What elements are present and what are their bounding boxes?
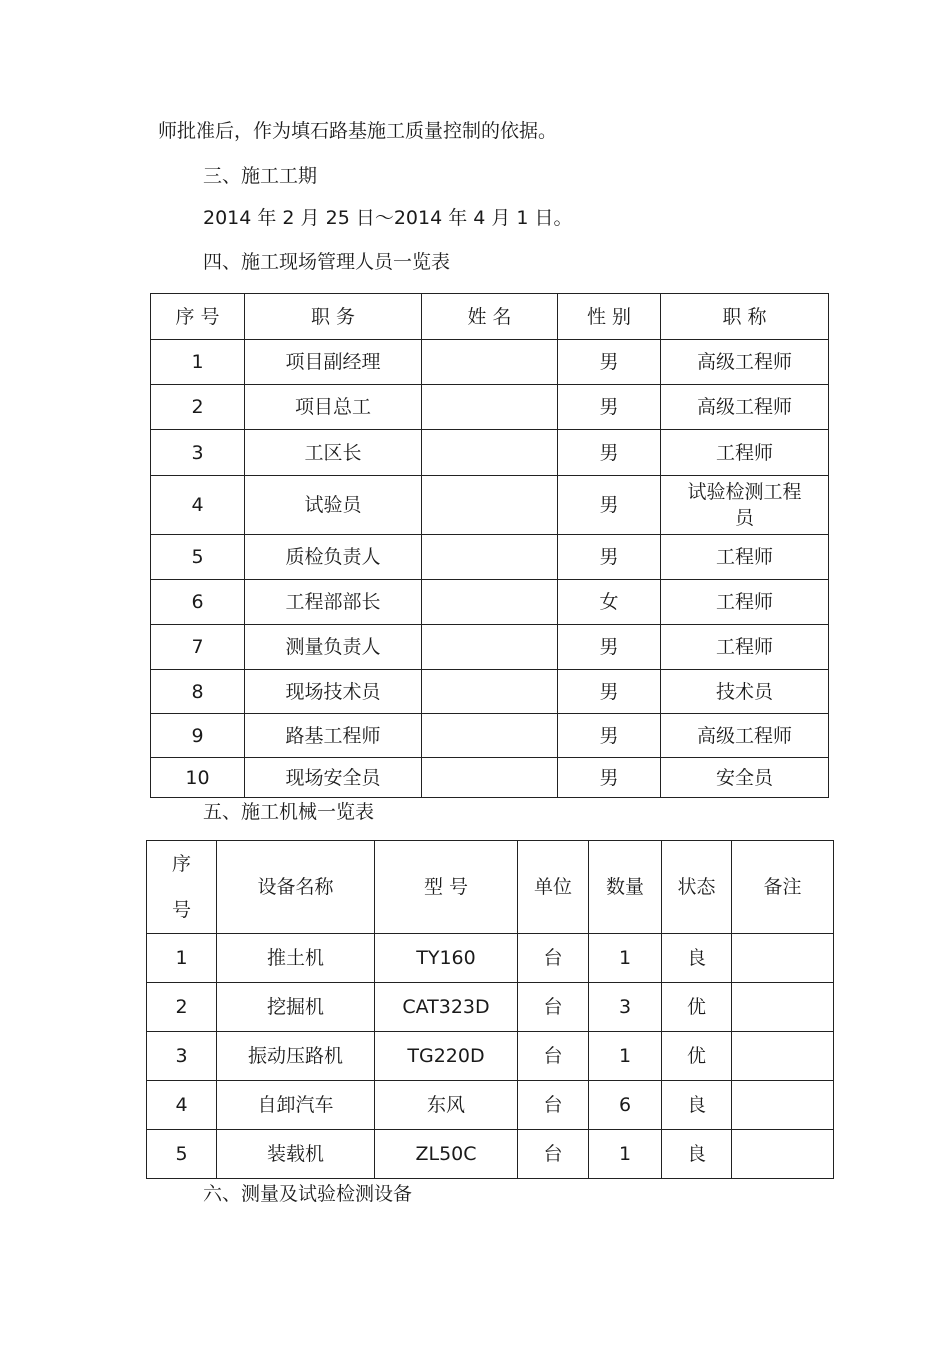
staff-row bbox=[151, 625, 829, 670]
equipment-cell bbox=[732, 1081, 834, 1130]
staff-cell: 10 bbox=[151, 758, 245, 798]
staff-cell: 工程师 bbox=[661, 535, 829, 580]
equipment-cell: 3 bbox=[589, 983, 662, 1032]
staff-cell bbox=[422, 580, 558, 625]
equipment-cell: 台 bbox=[518, 1032, 589, 1081]
construction-period: 2014 年 2 月 25 日～2014 年 4 月 1 日。 bbox=[203, 207, 573, 229]
equipment-cell bbox=[732, 983, 834, 1032]
equipment-cell: 良 bbox=[662, 1081, 732, 1130]
equipment-header-cell: 序号 bbox=[147, 841, 217, 934]
equipment-cell: 挖掘机 bbox=[217, 983, 375, 1032]
equipment-header-cell: 单位 bbox=[518, 841, 589, 934]
staff-row bbox=[151, 430, 829, 476]
staff-header-cell: 职 称 bbox=[661, 294, 829, 340]
staff-cell: 男 bbox=[558, 476, 661, 535]
equipment-cell: 1 bbox=[589, 934, 662, 983]
staff-cell: 工程部部长 bbox=[245, 580, 422, 625]
equipment-cell: 1 bbox=[589, 1130, 662, 1179]
equipment-cell: 优 bbox=[662, 983, 732, 1032]
equipment-header-cell: 状态 bbox=[662, 841, 732, 934]
staff-cell: 安全员 bbox=[661, 758, 829, 798]
staff-cell bbox=[422, 535, 558, 580]
equipment-cell: 3 bbox=[147, 1032, 217, 1081]
staff-cell bbox=[422, 385, 558, 430]
staff-cell: 测量负责人 bbox=[245, 625, 422, 670]
staff-header-cell: 性 别 bbox=[558, 294, 661, 340]
staff-row bbox=[151, 670, 829, 714]
staff-cell bbox=[422, 758, 558, 798]
staff-cell: 试验员 bbox=[245, 476, 422, 535]
staff-cell: 5 bbox=[151, 535, 245, 580]
staff-cell: 9 bbox=[151, 714, 245, 758]
equipment-header-cell: 数量 bbox=[589, 841, 662, 934]
staff-cell: 男 bbox=[558, 670, 661, 714]
staff-cell: 现场技术员 bbox=[245, 670, 422, 714]
staff-header-cell: 姓 名 bbox=[422, 294, 558, 340]
equipment-cell: 自卸汽车 bbox=[217, 1081, 375, 1130]
equipment-cell: TY160 bbox=[375, 934, 518, 983]
equipment-row bbox=[147, 1032, 834, 1081]
staff-cell: 男 bbox=[558, 714, 661, 758]
staff-cell bbox=[422, 340, 558, 385]
staff-cell: 路基工程师 bbox=[245, 714, 422, 758]
staff-cell: 高级工程师 bbox=[661, 340, 829, 385]
equipment-header-row bbox=[147, 841, 834, 934]
staff-cell: 高级工程师 bbox=[661, 385, 829, 430]
equipment-cell: 5 bbox=[147, 1130, 217, 1179]
staff-header-cell: 序 号 bbox=[151, 294, 245, 340]
staff-cell: 男 bbox=[558, 535, 661, 580]
equipment-row bbox=[147, 983, 834, 1032]
equipment-row bbox=[147, 1130, 834, 1179]
staff-cell: 项目总工 bbox=[245, 385, 422, 430]
staff-cell: 3 bbox=[151, 430, 245, 476]
staff-table bbox=[150, 293, 829, 798]
equipment-cell: CAT323D bbox=[375, 983, 518, 1032]
equipment-cell: 台 bbox=[518, 1081, 589, 1130]
staff-row bbox=[151, 340, 829, 385]
equipment-cell: ZL50C bbox=[375, 1130, 518, 1179]
staff-cell: 现场安全员 bbox=[245, 758, 422, 798]
equipment-cell: 良 bbox=[662, 1130, 732, 1179]
equipment-cell: 4 bbox=[147, 1081, 217, 1130]
staff-row bbox=[151, 385, 829, 430]
staff-row bbox=[151, 714, 829, 758]
staff-cell: 7 bbox=[151, 625, 245, 670]
staff-cell bbox=[422, 714, 558, 758]
staff-cell: 6 bbox=[151, 580, 245, 625]
equipment-row bbox=[147, 934, 834, 983]
staff-cell: 4 bbox=[151, 476, 245, 535]
section6-heading: 六、测量及试验检测设备 bbox=[203, 1183, 413, 1205]
staff-row bbox=[151, 535, 829, 580]
staff-cell: 质检负责人 bbox=[245, 535, 422, 580]
equipment-header-cell: 备注 bbox=[732, 841, 834, 934]
staff-header-row bbox=[151, 294, 829, 340]
staff-cell: 男 bbox=[558, 758, 661, 798]
staff-cell: 8 bbox=[151, 670, 245, 714]
staff-cell bbox=[422, 476, 558, 535]
equipment-cell: 6 bbox=[589, 1081, 662, 1130]
staff-cell: 高级工程师 bbox=[661, 714, 829, 758]
equipment-header-cell: 型 号 bbox=[375, 841, 518, 934]
staff-cell: 技术员 bbox=[661, 670, 829, 714]
equipment-cell: TG220D bbox=[375, 1032, 518, 1081]
equipment-cell: 台 bbox=[518, 1130, 589, 1179]
staff-cell: 工程师 bbox=[661, 625, 829, 670]
staff-cell: 男 bbox=[558, 625, 661, 670]
equipment-cell: 振动压路机 bbox=[217, 1032, 375, 1081]
staff-row bbox=[151, 476, 829, 535]
equipment-cell: 优 bbox=[662, 1032, 732, 1081]
section5-heading: 五、施工机械一览表 bbox=[203, 801, 375, 823]
section4-heading: 四、施工现场管理人员一览表 bbox=[203, 251, 451, 273]
staff-cell: 项目副经理 bbox=[245, 340, 422, 385]
intro-line: 师批准后，作为填石路基施工质量控制的依据。 bbox=[158, 120, 558, 142]
staff-cell: 男 bbox=[558, 430, 661, 476]
staff-cell: 2 bbox=[151, 385, 245, 430]
equipment-cell: 1 bbox=[147, 934, 217, 983]
staff-cell bbox=[422, 430, 558, 476]
equipment-cell: 良 bbox=[662, 934, 732, 983]
section3-heading: 三、施工工期 bbox=[203, 165, 318, 187]
equipment-cell: 装载机 bbox=[217, 1130, 375, 1179]
equipment-cell bbox=[732, 1032, 834, 1081]
equipment-cell: 1 bbox=[589, 1032, 662, 1081]
equipment-cell: 东风 bbox=[375, 1081, 518, 1130]
staff-cell: 男 bbox=[558, 340, 661, 385]
equipment-cell bbox=[732, 934, 834, 983]
staff-header-cell: 职 务 bbox=[245, 294, 422, 340]
equipment-cell: 2 bbox=[147, 983, 217, 1032]
staff-cell: 1 bbox=[151, 340, 245, 385]
staff-cell: 工区长 bbox=[245, 430, 422, 476]
staff-cell: 工程师 bbox=[661, 580, 829, 625]
staff-row bbox=[151, 580, 829, 625]
equipment-cell: 推土机 bbox=[217, 934, 375, 983]
equipment-table bbox=[146, 840, 834, 1179]
staff-cell bbox=[422, 670, 558, 714]
equipment-cell bbox=[732, 1130, 834, 1179]
staff-cell: 男 bbox=[558, 385, 661, 430]
staff-cell: 工程师 bbox=[661, 430, 829, 476]
equipment-cell: 台 bbox=[518, 983, 589, 1032]
staff-cell: 试验检测工程员 bbox=[661, 476, 829, 535]
equipment-row bbox=[147, 1081, 834, 1130]
staff-row bbox=[151, 758, 829, 798]
equipment-header-cell: 设备名称 bbox=[217, 841, 375, 934]
equipment-cell: 台 bbox=[518, 934, 589, 983]
staff-cell bbox=[422, 625, 558, 670]
staff-cell: 女 bbox=[558, 580, 661, 625]
